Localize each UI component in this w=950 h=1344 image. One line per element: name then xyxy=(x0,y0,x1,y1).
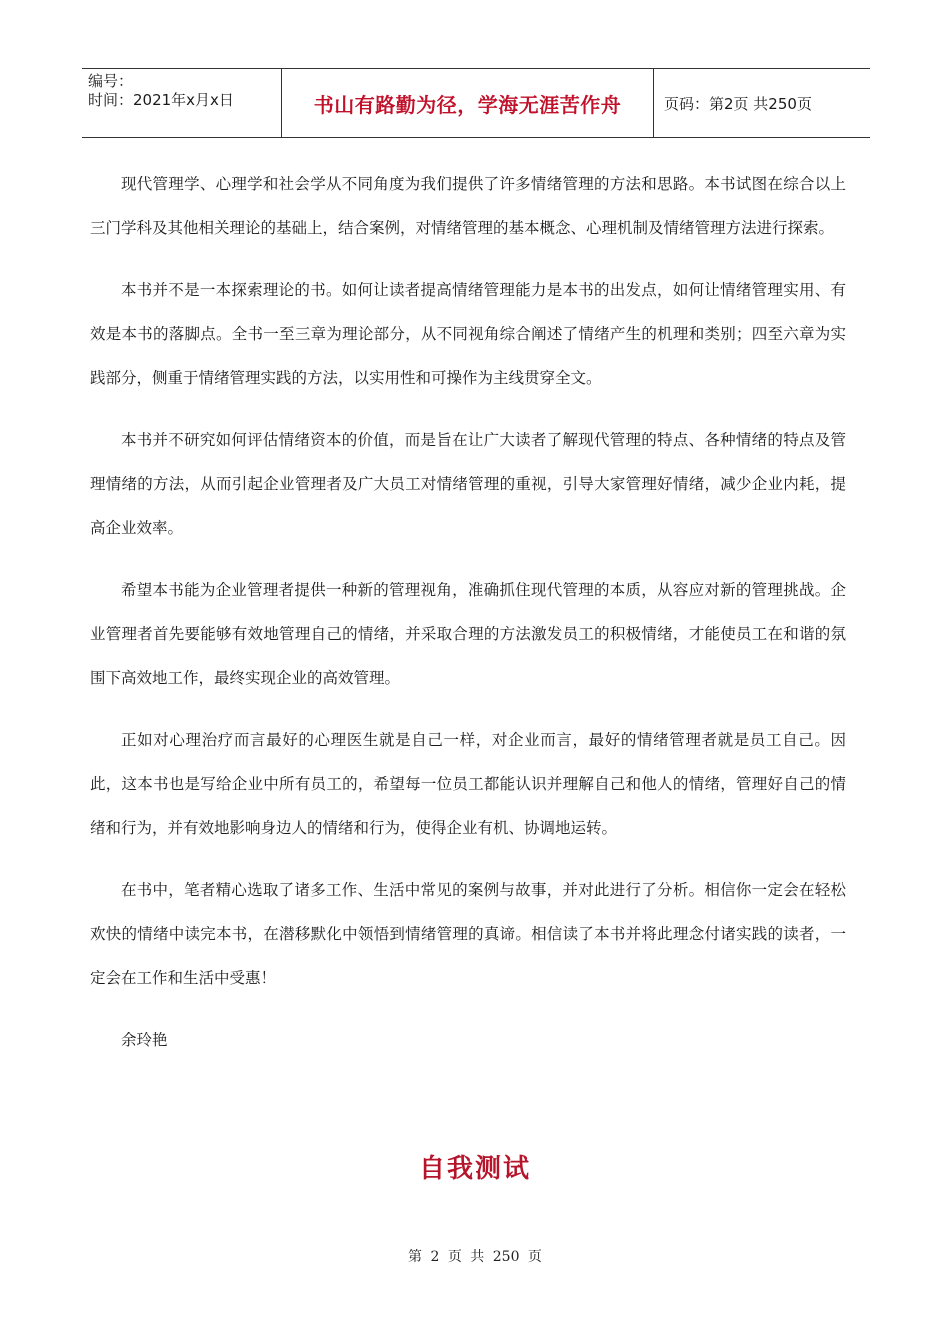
paragraph: 正如对心理治疗而言最好的心理医生就是自己一样，对企业而言，最好的情绪管理者就是员工自己。因此，这本书也是写给企业中所有员工的，希望每一位员工都能认识并理解自己和他人的情绪，管理好自己的情绪和行为，并有效地影响身边人的情绪和行为，使得企业有机、协调地运转。 xyxy=(90,731,846,837)
header-page-info: 页码：第2页 共250页 xyxy=(664,94,812,113)
paragraph: 在书中，笔者精心选取了诸多工作、生活中常见的案例与故事，并对此进行了分析。相信你一定会在轻松欢快的情绪中读完本书，在潜移默化中领悟到情绪管理的真谛。相信读了本书并将此理念付诸实践的读者，一定会在工作和生活中受惠！ xyxy=(90,881,846,987)
page-header xyxy=(82,68,870,138)
section-title: 自我测试 xyxy=(418,1154,531,1184)
time-label: 时间：2021年x月x日 xyxy=(88,91,234,109)
paragraph: 本书并不研究如何评估情绪资本的价值，而是旨在让广大读者了解现代管理的特点、各种情绪的特点及管理情绪的方法，从而引起企业管理者及广大员工对情绪管理的重视，引导大家管理好情绪，减少企业内耗，提高企业效率。 xyxy=(90,431,846,537)
paragraph: 希望本书能为企业管理者提供一种新的管理视角，准确抓住现代管理的本质，从容应对新的管理挑战。企业管理者首先要能够有效地管理自己的情绪，并采取合理的方法激发员工的积极情绪，才能使员工在和谐的氛围下高效地工作，最终实现企业的高效管理。 xyxy=(90,581,846,687)
paragraph: 现代管理学、心理学和社会学从不同角度为我们提供了许多情绪管理的方法和思路。本书试图在综合以上三门学科及其他相关理论的基础上，结合案例，对情绪管理的基本概念、心理机制及情绪管理方法进行探索。 xyxy=(90,175,846,237)
page-footer: 第 2 页 共 250 页 xyxy=(408,1249,542,1265)
document-body xyxy=(90,162,846,1062)
header-motto: 书山有路勤为径，学海无涯苦作舟 xyxy=(282,69,654,137)
paragraph: 本书并不是一本探索理论的书。如何让读者提高情绪管理能力是本书的出发点，如何让情绪管理实用、有效是本书的落脚点。全书一至三章为理论部分，从不同视角综合阐述了情绪产生的机理和类别；四至六章为实践部分，侧重于情绪管理实践的方法，以实用性和可操作为主线贯穿全文。 xyxy=(90,281,846,387)
author-signature: 余玲艳 xyxy=(121,1031,168,1049)
header-meta xyxy=(82,69,282,137)
number-label: 编号： xyxy=(88,72,134,90)
